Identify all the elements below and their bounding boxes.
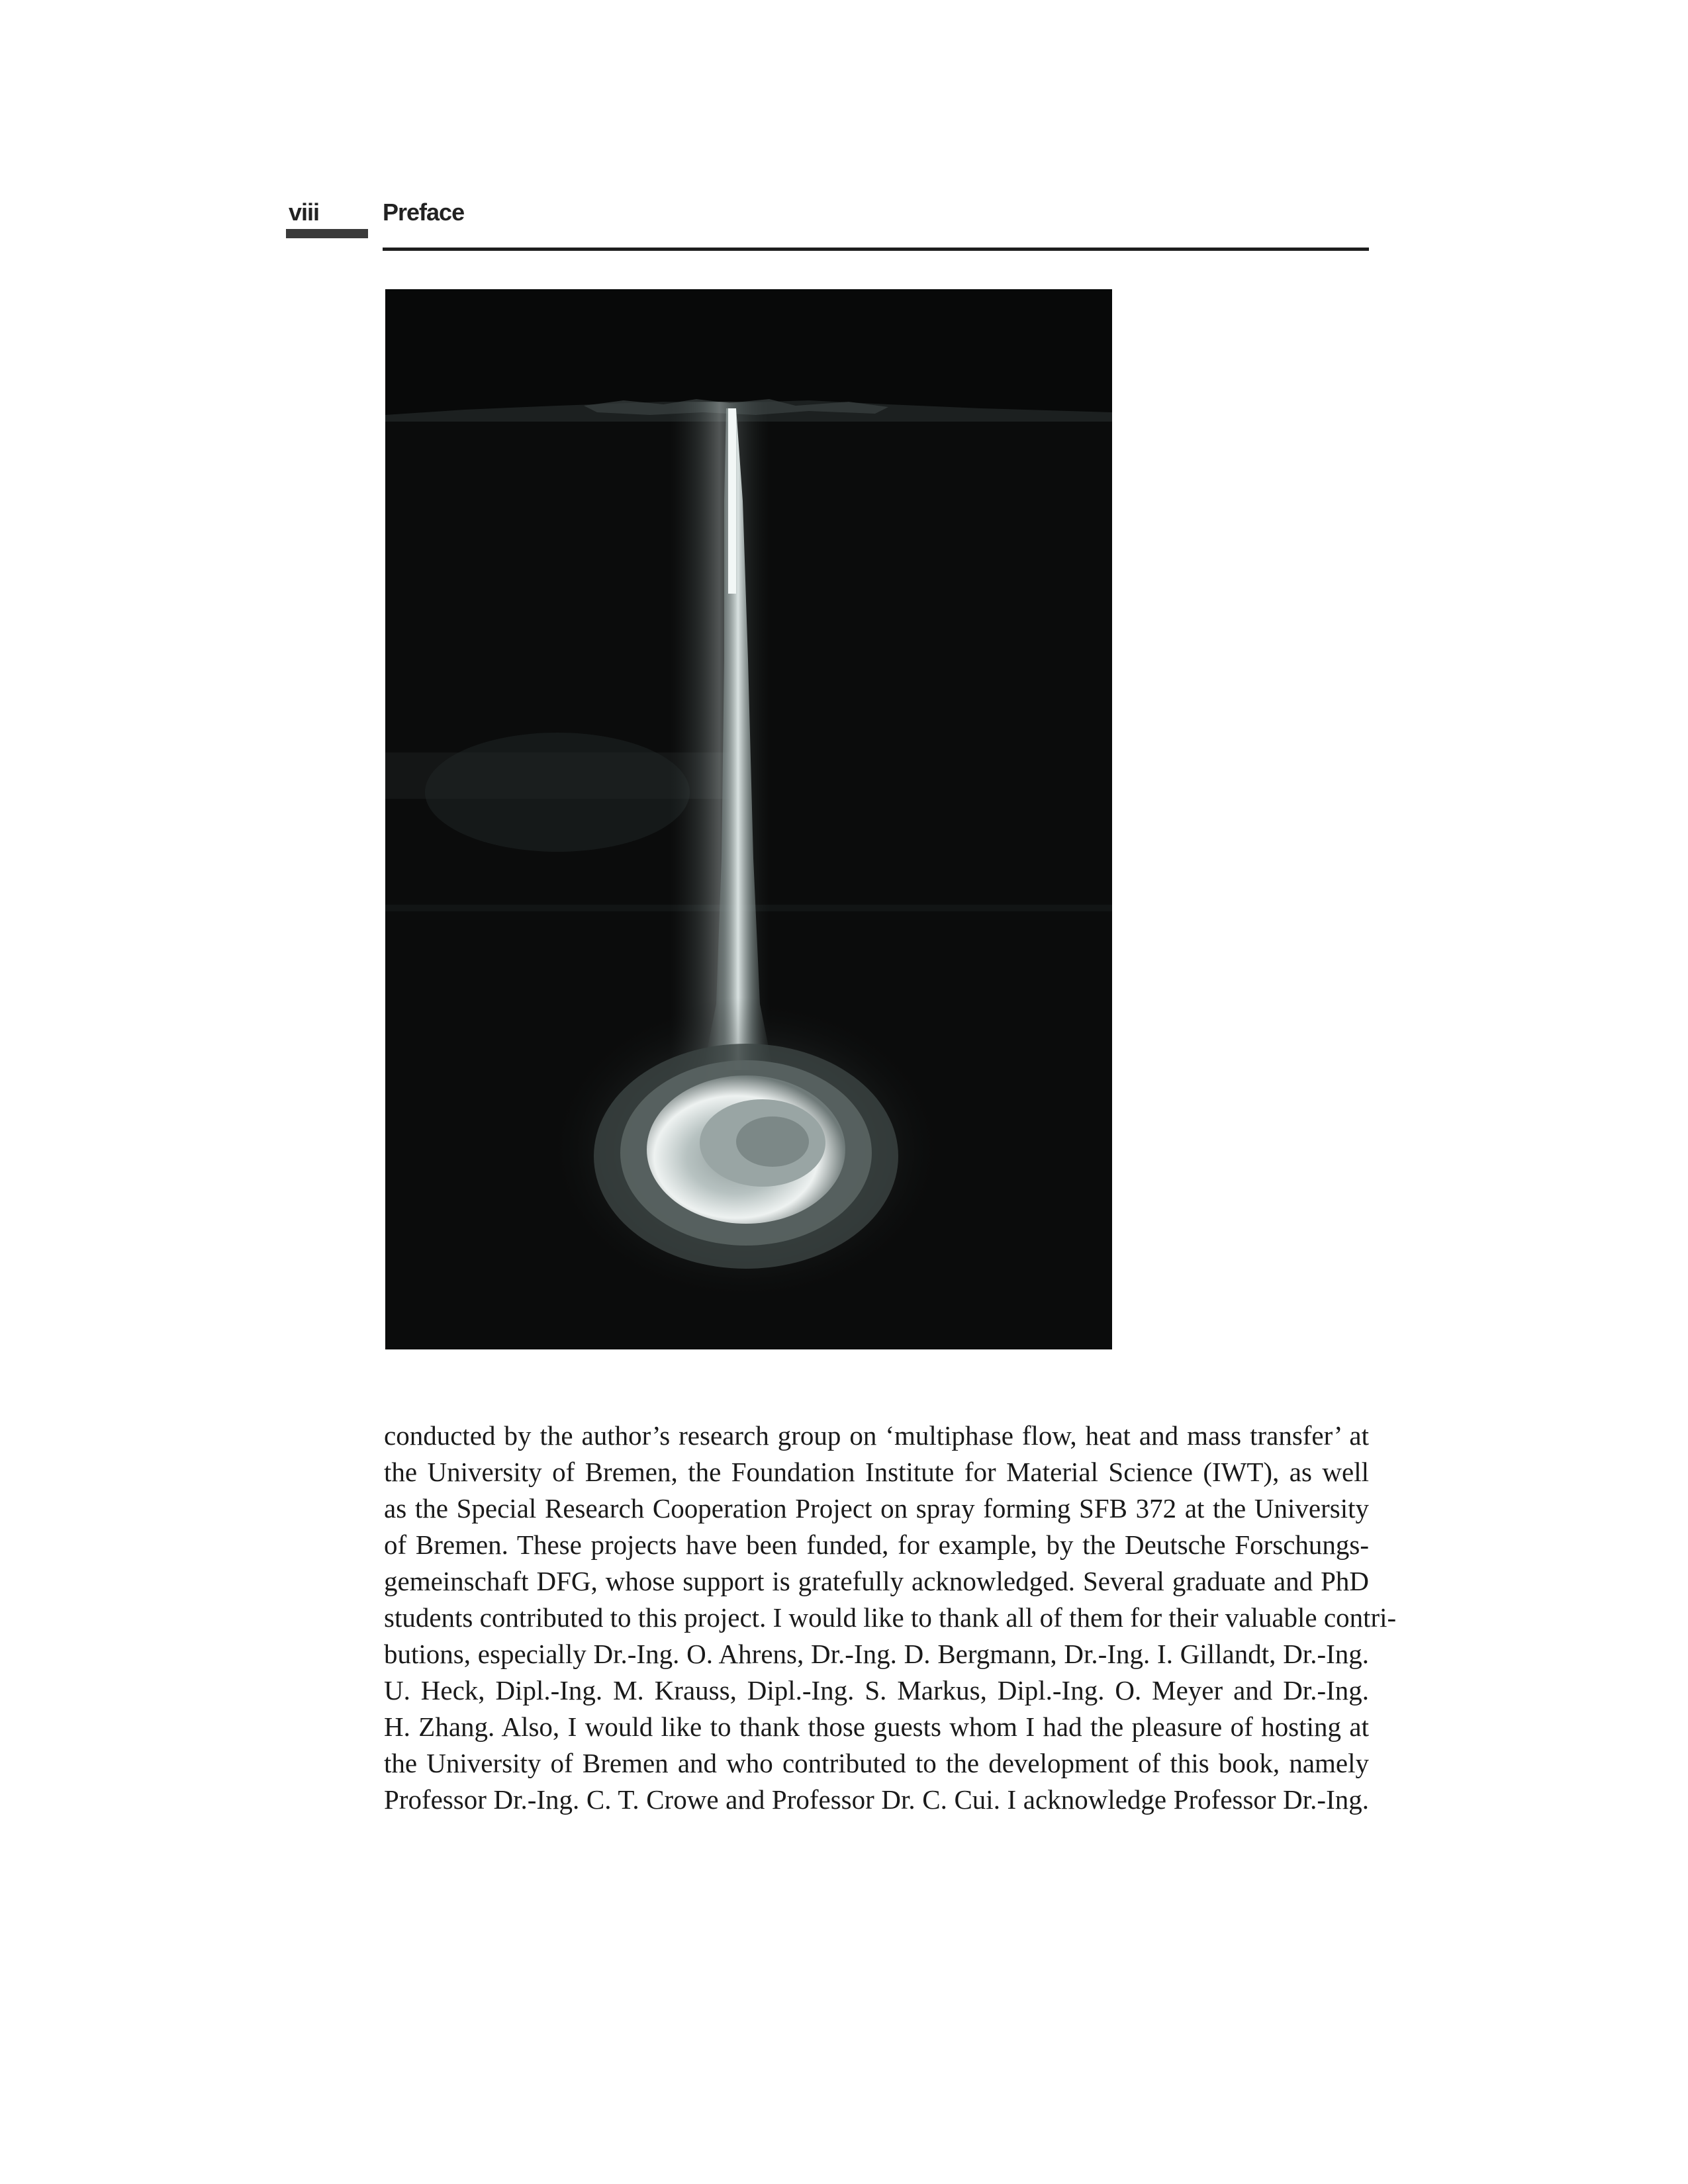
text-line: as the Special Research Cooperation Project on spray forming SFB 372 at the University — [384, 1493, 1369, 1524]
page-number-marker — [286, 229, 368, 238]
spray-forming-photograph — [385, 289, 1112, 1349]
text-line: butions, especially Dr.-Ing. O. Ahrens, Dr.-Ing. D. Bergmann, Dr.-Ing. I. Gillandt, Dr.-Ing. — [384, 1639, 1369, 1669]
text-line: Professor Dr.-Ing. C. T. Crowe and Professor Dr. C. Cui. I acknowledge Professor Dr.-Ing. — [384, 1784, 1369, 1815]
text-line: the University of Bremen and who contributed to the development of this book, namely — [384, 1748, 1369, 1778]
spray-photo-graphic — [385, 289, 1112, 1349]
text-line: of Bremen. These projects have been funded, for example, by the Deutsche Forschungs- — [384, 1529, 1369, 1560]
text-line: students contributed to this project. I would like to thank all of them for their valuable contri- — [384, 1602, 1397, 1633]
running-header-title: Preface — [383, 199, 465, 226]
text-line: the University of Bremen, the Foundation Institute for Material Science (IWT), as well — [384, 1457, 1369, 1487]
header-rule — [383, 248, 1369, 251]
text-line: H. Zhang. Also, I would like to thank those guests whom I had the pleasure of hosting at — [384, 1711, 1369, 1742]
page-number: viii — [289, 199, 320, 226]
text-line: U. Heck, Dipl.-Ing. M. Krauss, Dipl.-Ing. S. Markus, Dipl.-Ing. O. Meyer and Dr.-Ing. — [384, 1675, 1369, 1706]
text-line: gemeinschaft DFG, whose support is gratefully acknowledged. Several graduate and PhD — [384, 1566, 1369, 1596]
preface-body-text — [384, 1418, 1397, 1818]
text-line: conducted by the author’s research group on ‘multiphase flow, heat and mass transfer’ at — [384, 1420, 1369, 1451]
